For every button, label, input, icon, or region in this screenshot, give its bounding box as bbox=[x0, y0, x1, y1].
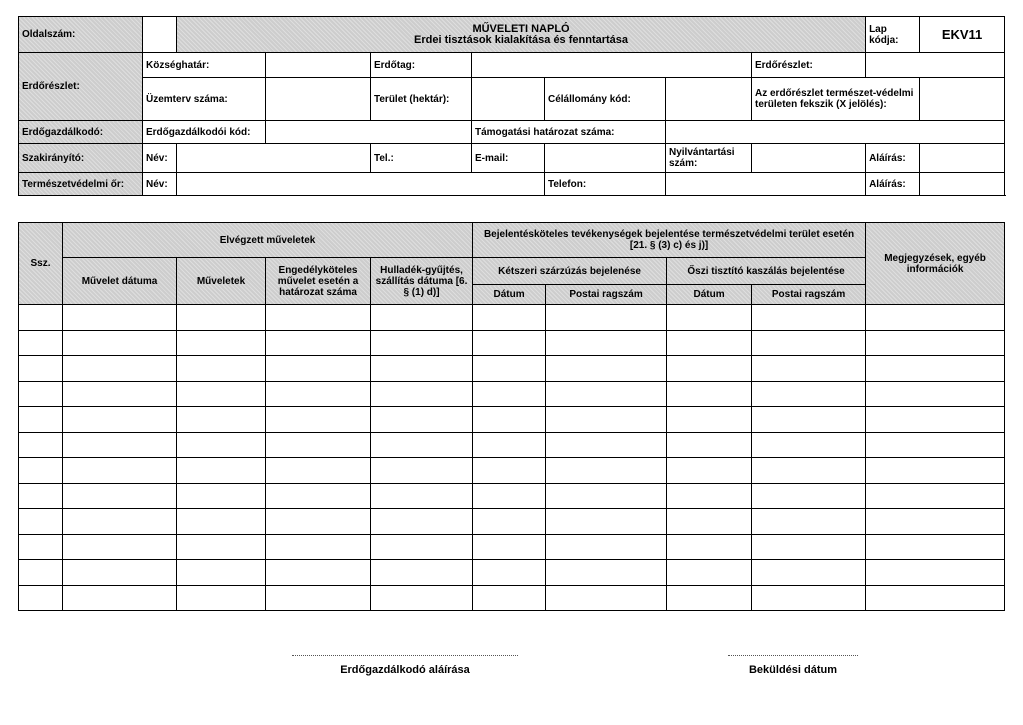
datum2-header: Dátum bbox=[667, 285, 752, 305]
kozseghatar-field[interactable] bbox=[266, 53, 371, 78]
postai2-cell[interactable] bbox=[752, 305, 866, 331]
postai2-cell[interactable] bbox=[752, 407, 866, 433]
megjegyzesek-cell[interactable] bbox=[866, 330, 1005, 356]
table-row bbox=[19, 330, 1005, 356]
hulladek-cell[interactable] bbox=[371, 381, 473, 407]
engedelykoteles-cell[interactable] bbox=[266, 330, 371, 356]
postai2-header: Postai ragszám bbox=[752, 285, 866, 305]
hulladek-cell[interactable] bbox=[371, 534, 473, 560]
hulladek-cell[interactable] bbox=[371, 585, 473, 611]
datum1-cell[interactable] bbox=[473, 585, 546, 611]
ssz-cell[interactable] bbox=[19, 432, 63, 458]
postai1-cell[interactable] bbox=[546, 305, 667, 331]
postai1-cell[interactable] bbox=[546, 432, 667, 458]
muvelet-datuma-cell[interactable] bbox=[63, 407, 177, 433]
datum2-cell[interactable] bbox=[667, 407, 752, 433]
uzemterv-label: Üzemterv száma: bbox=[143, 78, 266, 121]
datum2-cell[interactable] bbox=[667, 483, 752, 509]
megjegyzesek-cell[interactable] bbox=[866, 483, 1005, 509]
muveletek-cell[interactable] bbox=[177, 585, 266, 611]
megjegyzesek-cell[interactable] bbox=[866, 432, 1005, 458]
oldalszam-label: Oldalszám: bbox=[19, 17, 143, 53]
engedelykoteles-cell[interactable] bbox=[266, 407, 371, 433]
engedelykoteles-cell[interactable] bbox=[266, 432, 371, 458]
celallomany-field[interactable] bbox=[666, 78, 752, 121]
datum1-cell[interactable] bbox=[473, 458, 546, 484]
muveletek-header: Műveletek bbox=[177, 258, 266, 305]
megjegyzesek-cell[interactable] bbox=[866, 534, 1005, 560]
hulladek-cell[interactable] bbox=[371, 356, 473, 382]
lap-kodja-label: Lap kódja: bbox=[866, 17, 920, 53]
oszi-header: Őszi tisztító kaszálás bejelentése bbox=[667, 258, 866, 285]
termeszetvedelmi-fekszik-label: Az erdőrészlet természet-védelmi területen fekszik (X jelölés): bbox=[752, 78, 920, 121]
table-row bbox=[19, 356, 1005, 382]
muveletek-cell[interactable] bbox=[177, 509, 266, 535]
postai2-cell[interactable] bbox=[752, 585, 866, 611]
terulet-field[interactable] bbox=[472, 78, 545, 121]
datum2-cell[interactable] bbox=[667, 381, 752, 407]
signature-label: Erdőgazdálkodó aláírása bbox=[340, 664, 470, 676]
table-row bbox=[19, 534, 1005, 560]
datum1-cell[interactable] bbox=[473, 407, 546, 433]
erdoreszlet-field[interactable] bbox=[866, 53, 1005, 78]
muvelet-datuma-cell[interactable] bbox=[63, 432, 177, 458]
ssz-cell[interactable] bbox=[19, 483, 63, 509]
muveletek-cell[interactable] bbox=[177, 458, 266, 484]
postai1-cell[interactable] bbox=[546, 509, 667, 535]
postai1-cell[interactable] bbox=[546, 407, 667, 433]
datum2-cell[interactable] bbox=[667, 330, 752, 356]
datum2-cell[interactable] bbox=[667, 560, 752, 586]
engedelykoteles-cell[interactable] bbox=[266, 509, 371, 535]
engedelykoteles-cell[interactable] bbox=[266, 356, 371, 382]
datum2-cell[interactable] bbox=[667, 585, 752, 611]
erdogazdalkodoi-kod-field[interactable] bbox=[266, 121, 472, 144]
celallomany-label: Célállomány kód: bbox=[545, 78, 666, 121]
operations-rows bbox=[19, 305, 1005, 611]
datum2-cell[interactable] bbox=[667, 509, 752, 535]
postai1-cell[interactable] bbox=[546, 534, 667, 560]
datum1-header: Dátum bbox=[473, 285, 546, 305]
table-row bbox=[19, 381, 1005, 407]
signature-line bbox=[292, 655, 518, 656]
datum2-cell[interactable] bbox=[667, 458, 752, 484]
hulladek-header: Hulladék-gyűjtés, szállítás dátuma [6. § (1) d)] bbox=[371, 258, 473, 305]
hulladek-cell[interactable] bbox=[371, 509, 473, 535]
or-alairas-label: Aláírás: bbox=[866, 173, 920, 196]
operations-table bbox=[18, 222, 1005, 611]
muveletek-cell[interactable] bbox=[177, 432, 266, 458]
muveletek-cell[interactable] bbox=[177, 560, 266, 586]
kozseghatar-label: Községhatár: bbox=[143, 53, 266, 78]
szakiranyito-section-label: Szakirányító: bbox=[19, 144, 143, 173]
email-label: E-mail: bbox=[472, 144, 545, 173]
muveletek-cell[interactable] bbox=[177, 534, 266, 560]
table-row bbox=[19, 585, 1005, 611]
muvelet-datuma-cell[interactable] bbox=[63, 509, 177, 535]
hulladek-cell[interactable] bbox=[371, 560, 473, 586]
postai1-cell[interactable] bbox=[546, 330, 667, 356]
postai1-cell[interactable] bbox=[546, 585, 667, 611]
hulladek-cell[interactable] bbox=[371, 407, 473, 433]
megjegyzesek-cell[interactable] bbox=[866, 356, 1005, 382]
erdotag-field[interactable] bbox=[472, 53, 752, 78]
datum1-cell[interactable] bbox=[473, 560, 546, 586]
muvelet-datuma-cell[interactable] bbox=[63, 458, 177, 484]
telefon-field[interactable] bbox=[666, 173, 866, 196]
or-nev-label: Név: bbox=[143, 173, 177, 196]
oldalszam-value[interactable] bbox=[143, 17, 177, 53]
szakiranyito-nev-label: Név: bbox=[143, 144, 177, 173]
muveletek-cell[interactable] bbox=[177, 305, 266, 331]
muvelet-datuma-cell[interactable] bbox=[63, 381, 177, 407]
tel-label: Tel.: bbox=[371, 144, 472, 173]
engedelykoteles-cell[interactable] bbox=[266, 381, 371, 407]
nyilvantartasi-field[interactable] bbox=[752, 144, 866, 173]
termeszetvedelmi-fekszik-field[interactable] bbox=[920, 78, 1005, 121]
tamogatasi-label: Támogatási határozat száma: bbox=[472, 121, 666, 144]
telefon-label: Telefon: bbox=[545, 173, 666, 196]
muvelet-datuma-cell[interactable] bbox=[63, 534, 177, 560]
table-row bbox=[19, 458, 1005, 484]
muvelet-datuma-cell[interactable] bbox=[63, 483, 177, 509]
ssz-cell[interactable] bbox=[19, 509, 63, 535]
datum1-cell[interactable] bbox=[473, 330, 546, 356]
engedelykoteles-cell[interactable] bbox=[266, 458, 371, 484]
nyilvantartasi-label: Nyilvántartási szám: bbox=[666, 144, 752, 173]
engedelykoteles-header: Engedélyköteles művelet esetén a határozat száma bbox=[266, 258, 371, 305]
muvelet-datuma-header: Művelet dátuma bbox=[63, 258, 177, 305]
datum1-cell[interactable] bbox=[473, 381, 546, 407]
datum1-cell[interactable] bbox=[473, 534, 546, 560]
postai1-cell[interactable] bbox=[546, 458, 667, 484]
form-title bbox=[177, 17, 866, 53]
megjegyzesek-cell[interactable] bbox=[866, 509, 1005, 535]
postai1-cell[interactable] bbox=[546, 356, 667, 382]
ssz-cell[interactable] bbox=[19, 407, 63, 433]
postai1-header: Postai ragszám bbox=[546, 285, 667, 305]
datum1-cell[interactable] bbox=[473, 483, 546, 509]
or-alairas-field[interactable] bbox=[920, 173, 1005, 196]
ketszeri-header: Kétszeri szárzúzás bejelenése bbox=[473, 258, 667, 285]
hulladek-cell[interactable] bbox=[371, 330, 473, 356]
postai2-cell[interactable] bbox=[752, 483, 866, 509]
hulladek-cell[interactable] bbox=[371, 432, 473, 458]
engedelykoteles-cell[interactable] bbox=[266, 560, 371, 586]
muveletek-cell[interactable] bbox=[177, 407, 266, 433]
datum1-cell[interactable] bbox=[473, 432, 546, 458]
table-row bbox=[19, 407, 1005, 433]
table-row bbox=[19, 432, 1005, 458]
alairas-label: Aláírás: bbox=[866, 144, 920, 173]
muvelet-datuma-cell[interactable] bbox=[63, 585, 177, 611]
tamogatasi-field[interactable] bbox=[666, 121, 1005, 144]
postai2-cell[interactable] bbox=[752, 356, 866, 382]
table-row bbox=[19, 509, 1005, 535]
postai2-cell[interactable] bbox=[752, 381, 866, 407]
postai2-cell[interactable] bbox=[752, 432, 866, 458]
muveletek-cell[interactable] bbox=[177, 330, 266, 356]
postai1-cell[interactable] bbox=[546, 560, 667, 586]
header-table bbox=[18, 16, 1005, 196]
megjegyzesek-cell[interactable] bbox=[866, 585, 1005, 611]
datum2-cell[interactable] bbox=[667, 305, 752, 331]
postai2-cell[interactable] bbox=[752, 458, 866, 484]
erdoreszlet-section-label: Erdőrészlet: bbox=[19, 53, 143, 121]
lap-kodja-value: EKV11 bbox=[920, 17, 1005, 53]
termeszetvedelmi-or-section-label: Természetvédelmi őr: bbox=[19, 173, 143, 196]
ssz-cell[interactable] bbox=[19, 381, 63, 407]
form-title-text: MŰVELETI NAPLÓ bbox=[472, 22, 570, 35]
muvelet-datuma-cell[interactable] bbox=[63, 560, 177, 586]
muvelet-datuma-cell[interactable] bbox=[63, 356, 177, 382]
table-row bbox=[19, 560, 1005, 586]
ssz-header: Ssz. bbox=[19, 223, 63, 305]
hulladek-cell[interactable] bbox=[371, 483, 473, 509]
engedelykoteles-cell[interactable] bbox=[266, 305, 371, 331]
terulet-label: Terület (hektár): bbox=[371, 78, 472, 121]
engedelykoteles-cell[interactable] bbox=[266, 534, 371, 560]
postai2-cell[interactable] bbox=[752, 560, 866, 586]
ssz-cell[interactable] bbox=[19, 534, 63, 560]
hulladek-cell[interactable] bbox=[371, 305, 473, 331]
table-row bbox=[19, 305, 1005, 331]
uzemterv-field[interactable] bbox=[266, 78, 371, 121]
form-subtitle-text: Erdei tisztások kialakítása és fenntartása bbox=[414, 33, 629, 46]
datum2-cell[interactable] bbox=[667, 432, 752, 458]
table-row bbox=[19, 483, 1005, 509]
bejelentes-group-header: Bejelentésköteles tevékenységek bejelentése természetvédelmi terület esetén [21. § (3) c) és j)] bbox=[473, 223, 866, 258]
muvelet-datuma-cell[interactable] bbox=[63, 305, 177, 331]
alairas-field[interactable] bbox=[920, 144, 1005, 173]
postai2-cell[interactable] bbox=[752, 509, 866, 535]
date-line bbox=[728, 655, 858, 656]
or-nev-field[interactable] bbox=[177, 173, 545, 196]
erdogazdalkodoi-kod-label: Erdőgazdálkodói kód: bbox=[143, 121, 266, 144]
datum2-cell[interactable] bbox=[667, 356, 752, 382]
ssz-cell[interactable] bbox=[19, 560, 63, 586]
muveletek-cell[interactable] bbox=[177, 356, 266, 382]
muveletek-cell[interactable] bbox=[177, 381, 266, 407]
muvelet-datuma-cell[interactable] bbox=[63, 330, 177, 356]
ssz-cell[interactable] bbox=[19, 330, 63, 356]
ssz-cell[interactable] bbox=[19, 305, 63, 331]
megjegyzesek-cell[interactable] bbox=[866, 407, 1005, 433]
megjegyzesek-cell[interactable] bbox=[866, 305, 1005, 331]
megjegyzesek-cell[interactable] bbox=[866, 458, 1005, 484]
date-label: Beküldési dátum bbox=[748, 664, 838, 676]
postai1-cell[interactable] bbox=[546, 483, 667, 509]
datum1-cell[interactable] bbox=[473, 509, 546, 535]
elvegzett-header: Elvégzett műveletek bbox=[63, 223, 473, 258]
ssz-cell[interactable] bbox=[19, 356, 63, 382]
engedelykoteles-cell[interactable] bbox=[266, 483, 371, 509]
megjegyzesek-cell[interactable] bbox=[866, 560, 1005, 586]
email-field[interactable] bbox=[545, 144, 666, 173]
muveletek-cell[interactable] bbox=[177, 483, 266, 509]
engedelykoteles-cell[interactable] bbox=[266, 585, 371, 611]
datum1-cell[interactable] bbox=[473, 305, 546, 331]
megjegyzesek-cell[interactable] bbox=[866, 381, 1005, 407]
datum1-cell[interactable] bbox=[473, 356, 546, 382]
erdoreszlet-label: Erdőrészlet: bbox=[752, 53, 866, 78]
postai1-cell[interactable] bbox=[546, 381, 667, 407]
erdotag-label: Erdőtag: bbox=[371, 53, 472, 78]
hulladek-cell[interactable] bbox=[371, 458, 473, 484]
megjegyzesek-header: Megjegyzések, egyéb információk bbox=[866, 223, 1005, 305]
datum2-cell[interactable] bbox=[667, 534, 752, 560]
ssz-cell[interactable] bbox=[19, 458, 63, 484]
szakiranyito-nev-field[interactable] bbox=[177, 144, 371, 173]
postai2-cell[interactable] bbox=[752, 534, 866, 560]
ssz-cell[interactable] bbox=[19, 585, 63, 611]
postai2-cell[interactable] bbox=[752, 330, 866, 356]
erdogazdalkodo-section-label: Erdőgazdálkodó: bbox=[19, 121, 143, 144]
